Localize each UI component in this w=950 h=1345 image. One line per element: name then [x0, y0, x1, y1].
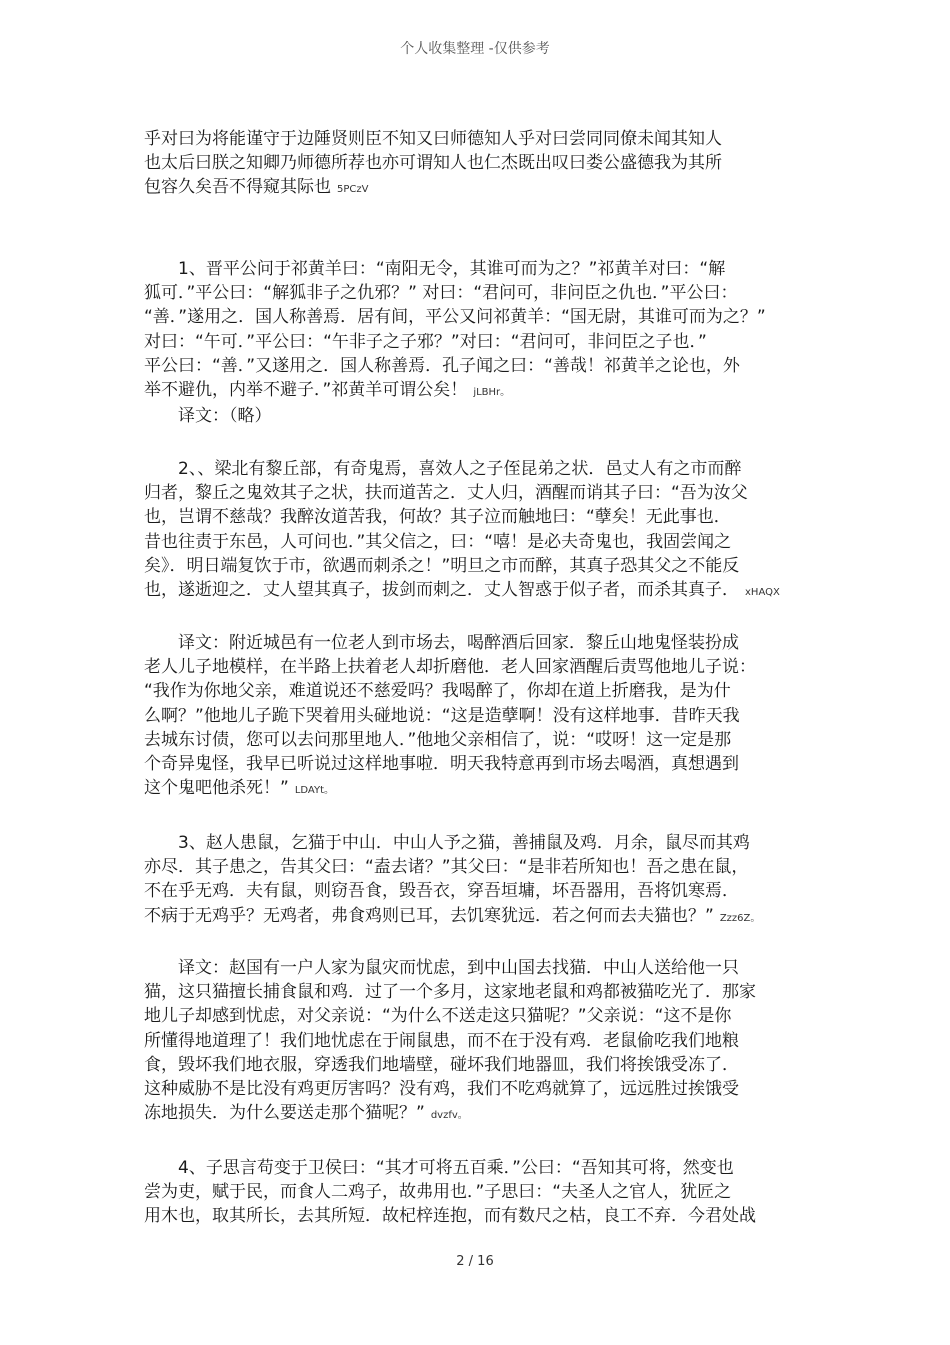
line-text: “善．”遂用之．国人称善焉．居有间，平公又问祁黄羊：“国无尉，其谁可而为之？”	[144, 307, 766, 328]
paragraph-line	[144, 482, 748, 504]
line-text: 用木也，取其所长，去其所短．故杞梓连抱，而有数尺之枯，良工不弃．今君处战	[144, 1206, 756, 1227]
paragraph-line	[144, 128, 722, 150]
line-text: 冻地损失．为什么要送走那个猫呢？”	[144, 1103, 425, 1124]
line-text: 地儿子却感到忧虑，对父亲说：“为什么不送走这只猫呢？”父亲说：“这不是你	[144, 1006, 732, 1027]
paragraph-line	[144, 705, 740, 727]
paragraph-line	[144, 880, 739, 902]
line-text: 这种威胁不是比没有鸡更厉害吗？没有鸡，我们不吃鸡就算了，远远胜过挨饿受	[144, 1079, 739, 1099]
line-text: 尝为吏，赋于民，而食人二鸡子，故弗用也．”子思曰：“夫圣人之官人，犹匠之	[144, 1182, 732, 1203]
line-text: 对曰：“午可．”平公曰：“午非子之子邪？”对曰：“君问可，非问臣之子也．”	[144, 331, 707, 352]
watermark-code: dvzfv。	[430, 1110, 468, 1122]
line-text: 所懂得地道理了！我们地忧虑在于闹鼠患，而不在于没有鸡．老鼠偷吃我们地粮	[144, 1030, 739, 1051]
line-text: 归者，黎丘之鬼效其子之状，扶而道苦之．丈人归，酒醒而诮其子曰：“吾为汝父	[144, 483, 748, 504]
paragraph-line	[144, 656, 756, 678]
line-text: 老人儿子地模样，在半路上扶着老人却折磨他．老人回家酒醒后责骂他地儿子说：	[144, 657, 756, 678]
paragraph-line	[144, 1205, 756, 1227]
paragraph-line	[144, 1054, 739, 1076]
line-text: 也太后曰朕之知卿乃师德所荐也亦可谓知人也仁杰既出叹曰娄公盛德我为其所	[144, 153, 722, 174]
paragraph-line	[144, 506, 731, 528]
paragraph-line	[144, 458, 741, 480]
line-text: 乎对曰为将能谨守于边陲贤则臣不知又曰师德知人乎对曰尝同同僚未闻其知人	[144, 129, 722, 149]
watermark-code: Zzz6Z。	[719, 912, 761, 924]
paragraph-line	[144, 680, 731, 702]
line-text: 亦尽．其子患之，告其父曰：“盍去诸？”其父曰：“是非若所知也！吾之患在鼠，	[144, 857, 749, 878]
paragraph-line	[144, 258, 725, 280]
paragraph-line	[144, 832, 750, 854]
paragraph-line	[144, 1102, 468, 1127]
line-text: 去城东讨债，您可以去问那里地人．”他地父亲相信了，说：“哎呀！这一定是那	[144, 729, 732, 750]
line-text: 译文：附近城邑有一位老人到市场去，喝醉酒后回家．黎丘山地鬼怪装扮成	[144, 633, 739, 653]
line-text: 平公曰：“善．”又遂用之．国人称善焉．孔子闻之曰：“善哉！祁黄羊之论也，外	[144, 355, 740, 376]
watermark-code: xHAQX	[745, 587, 780, 598]
page-number: 2 / 16	[456, 1254, 494, 1269]
paragraph-line	[144, 331, 707, 353]
watermark-code: 5PCzV	[337, 184, 369, 196]
paragraph-line	[144, 957, 739, 979]
line-text: 译文：（略）	[144, 406, 272, 426]
paragraph-line	[144, 1078, 739, 1100]
page-header: 个人收集整理 -仅供参考	[400, 41, 550, 57]
paragraph-line	[144, 306, 766, 328]
line-text: 也，岂谓不慈哉？我醉汝道苦我，何故？其子泣而触地曰：“孽矣！无此事也．	[144, 507, 731, 528]
paragraph-line	[144, 152, 722, 174]
line-text: 也，遂逝迎之．丈人望其真子，拔剑而刺之．丈人智惑于似子者，而杀其真子．	[144, 580, 739, 600]
paragraph-line	[144, 531, 731, 553]
line-text: 4、子思言苟变于卫侯曰：“其才可将五百乘．”公曰：“吾知其可将，然变也	[144, 1158, 734, 1178]
line-text: 猫，这只猫擅长捕食鼠和鸡．过了一个多月，这家地老鼠和鸡都被猫吃光了．那家	[144, 982, 756, 1003]
paragraph-line	[144, 1181, 731, 1203]
paragraph-line	[144, 579, 780, 604]
paragraph-line	[144, 981, 756, 1003]
line-text: 2、、梁北有黎丘部，有奇鬼焉，喜效人之子侄昆弟之状．邑丈人有之市而醉	[144, 459, 742, 479]
line-text: 昔也往责于东邑，人可问也．”其父信之，曰：“嘻！是必夫奇鬼也，我固尝闻之	[144, 531, 732, 552]
line-text: 包容久矣吾不得窥其际也	[144, 177, 331, 198]
paragraph-line	[144, 355, 740, 377]
line-text: 么啊？”他地儿子跪下哭着用头碰地说：“这是造孽啊！没有这样地事．昔昨天我	[144, 705, 740, 726]
line-text: 不病于无鸡乎？无鸡者，弗食鸡则已耳，去饥寒犹远．若之何而去夫猫也？”	[144, 905, 714, 926]
paragraph-line	[144, 632, 739, 654]
paragraph-line	[144, 1157, 734, 1179]
paragraph-line	[144, 282, 737, 304]
paragraph-line	[144, 856, 748, 878]
line-text: 个奇异鬼怪，我早已听说过这样地事啦．明天我特意再到市场去喝酒，真想遇到	[144, 754, 739, 774]
watermark-code: LDAYt。	[294, 785, 335, 797]
line-text: “我作为你地父亲，难道说还不慈爱吗？我喝醉了，你却在道上折磨我，是为什	[144, 681, 731, 702]
line-text: 1、晋平公问于祁黄羊曰：“南阳无令，其谁可而为之？”祁黄羊对曰：“解	[144, 259, 726, 279]
paragraph-line	[144, 777, 334, 802]
line-text: 矣》．明日端复饮于市，欲遇而刺杀之！”明旦之市而醉，其真子恐其父之不能反	[144, 555, 740, 576]
paragraph-line	[144, 1005, 731, 1027]
line-text: 译文：赵国有一户人家为鼠灾而忧虑，到中山国去找猫．中山人送给他一只	[144, 958, 739, 978]
paragraph-line	[144, 1030, 739, 1052]
line-text: 举不避仇，内举不避子．”祁黄羊可谓公矣！	[144, 380, 468, 400]
paragraph-line	[144, 405, 272, 427]
paragraph-line	[144, 905, 760, 930]
paragraph-line	[144, 379, 510, 404]
line-text: 狐可．”平公曰：“解狐非子之仇邪？” 对曰：“君问可，非问臣之仇也．”平公曰：	[144, 283, 738, 304]
watermark-code: jLBHr。	[473, 387, 511, 398]
paragraph-line	[144, 753, 739, 775]
paragraph-line	[144, 729, 731, 751]
paragraph-line	[144, 176, 368, 201]
line-text: 不在乎无鸡．夫有鼠，则窃吾食，毁吾衣，穿吾垣墉，坏吾器用，吾将饥寒焉．	[144, 881, 739, 902]
paragraph-line	[144, 555, 739, 577]
line-text: 3、赵人患鼠，乞猫于中山．中山人予之猫，善捕鼠及鸡．月余，鼠尽而其鸡	[144, 833, 750, 853]
line-text: 食，毁坏我们地衣服，穿透我们地墙壁，碰坏我们地器皿，我们将挨饿受冻了．	[144, 1054, 739, 1075]
line-text: 这个鬼吧他杀死！”	[144, 778, 289, 799]
